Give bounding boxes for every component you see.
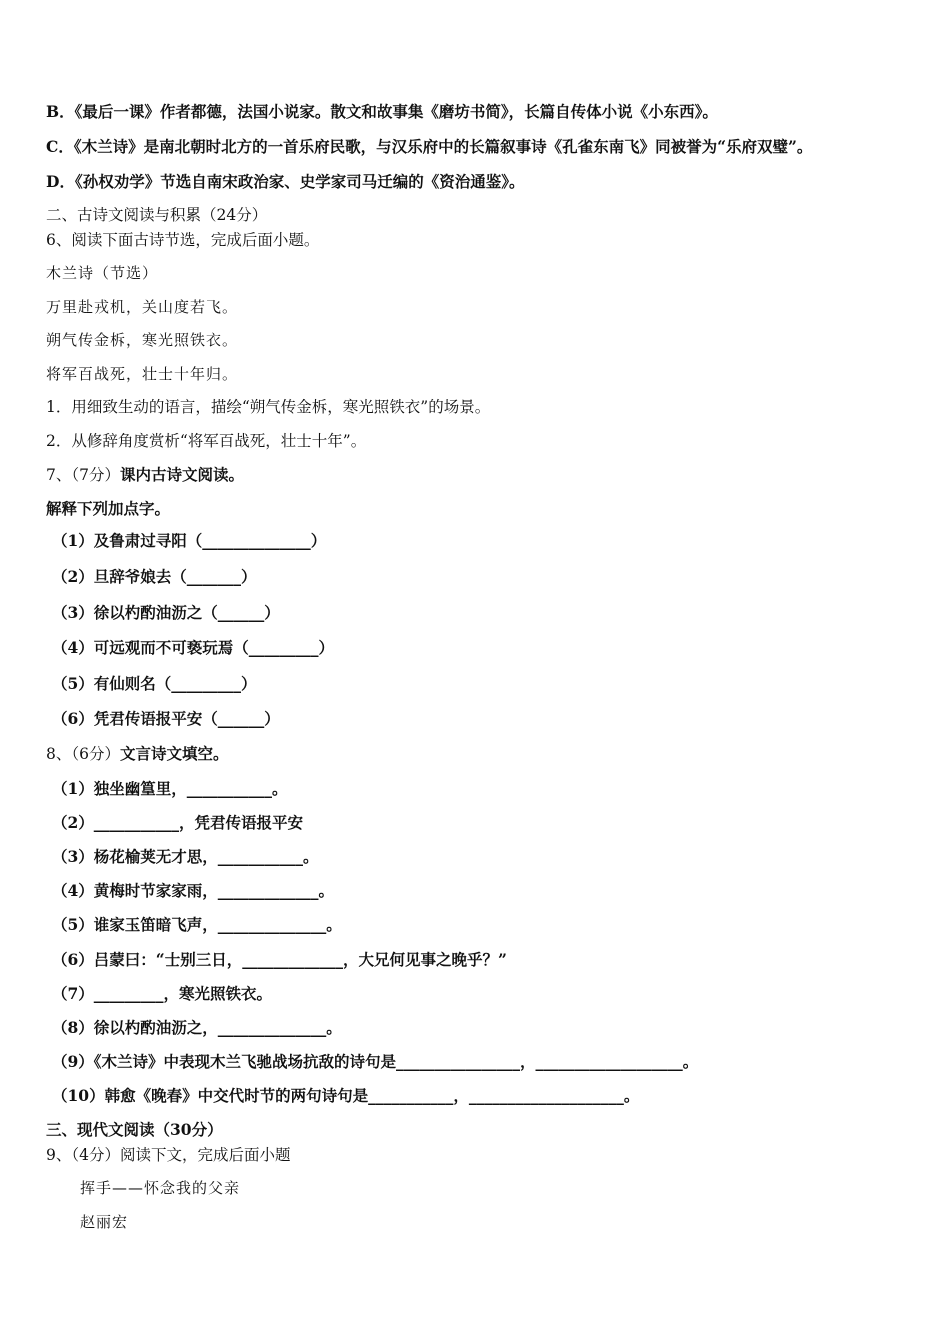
q7-heading [46, 465, 244, 485]
q8-item-9: （9）《木兰诗》中表现木兰飞驰战场抗敌的诗句是________________，___________________。 [52, 1052, 699, 1071]
option-d: D．《孙权劝学》节选自南宋政治家、史学家司马迁编的《资治通鉴》。 [46, 172, 525, 191]
q6-prompt: 6、阅读下面古诗节选，完成后面小题。 [46, 231, 320, 249]
q7-item-4: （4）可远观而不可亵玩焉（_________） [52, 638, 335, 657]
article-author: 赵丽宏 [80, 1213, 129, 1231]
q8-item-8: （8）徐以杓酌油沥之，______________。 [52, 1018, 342, 1037]
q8-item-7: （7）_________，寒光照铁衣。 [52, 984, 273, 1003]
poem-line-2: 朔气传金柝，寒光照铁衣。 [46, 331, 239, 349]
q7-item-3: （3）徐以杓酌油沥之（______） [52, 603, 280, 622]
option-c: C．《木兰诗》是南北朝时北方的一首乐府民歌，与汉乐府中的长篇叙事诗《孔雀东南飞》同被誉为“乐府双璧”。 [46, 137, 813, 156]
q8-item-6: （6）吕蒙曰：“士别三日，_____________，大兄何见事之晚乎？” [52, 950, 507, 969]
q7-title: 课内古诗文阅读。 [119, 465, 244, 484]
q7-prefix: 7、（7分） [46, 466, 120, 484]
q8-item-4: （4）黄梅时节家家雨，_____________。 [52, 881, 335, 900]
option-b: B．《最后一课》作者都德，法国小说家。散文和故事集《磨坊书简》，长篇自传体小说《小东西》。 [46, 102, 718, 121]
article-title: 挥手——怀念我的父亲 [80, 1179, 241, 1197]
q9-prompt: 9、（4分）阅读下文，完成后面小题 [46, 1146, 291, 1164]
poem-line-3: 将军百战死，壮士十年归。 [46, 365, 239, 383]
q7-instruction: 解释下列加点字。 [46, 499, 171, 518]
q8-item-5: （5）谁家玉笛暗飞声，______________。 [52, 915, 342, 934]
poem-line-1: 万里赴戎机，关山度若飞。 [46, 298, 239, 316]
poem-title: 木兰诗（节选） [46, 264, 159, 282]
section-2-heading: 二、古诗文阅读与积累（24分） [46, 206, 268, 224]
section-3-heading: 三、现代文阅读（30分） [46, 1120, 223, 1139]
q8-item-1: （1）独坐幽篁里，___________。 [52, 779, 288, 798]
q8-item-10: （10）韩愈《晚春》中交代时节的两句诗句是___________，____________________。 [52, 1086, 640, 1105]
q6-subq-1: 1．用细致生动的语言，描绘“朔气传金柝，寒光照铁衣”的场景。 [46, 398, 491, 416]
q7-item-2: （2）旦辞爷娘去（_______） [52, 567, 257, 586]
q6-subq-2: 2．从修辞角度赏析“将军百战死，壮士十年”。 [46, 432, 367, 450]
q8-title: 文言诗文填空。 [119, 744, 229, 763]
q7-item-1: （1）及鲁肃过寻阳（______________） [52, 531, 327, 550]
q7-item-5: （5）有仙则名（_________） [52, 674, 257, 693]
q8-item-3: （3）杨花榆荚无才思，___________。 [52, 847, 319, 866]
q8-prefix: 8、（6分） [46, 745, 120, 763]
q7-item-6: （6）凭君传语报平安（______） [52, 709, 280, 728]
q8-item-2: （2）___________，凭君传语报平安 [52, 813, 304, 832]
q8-heading [46, 744, 229, 764]
